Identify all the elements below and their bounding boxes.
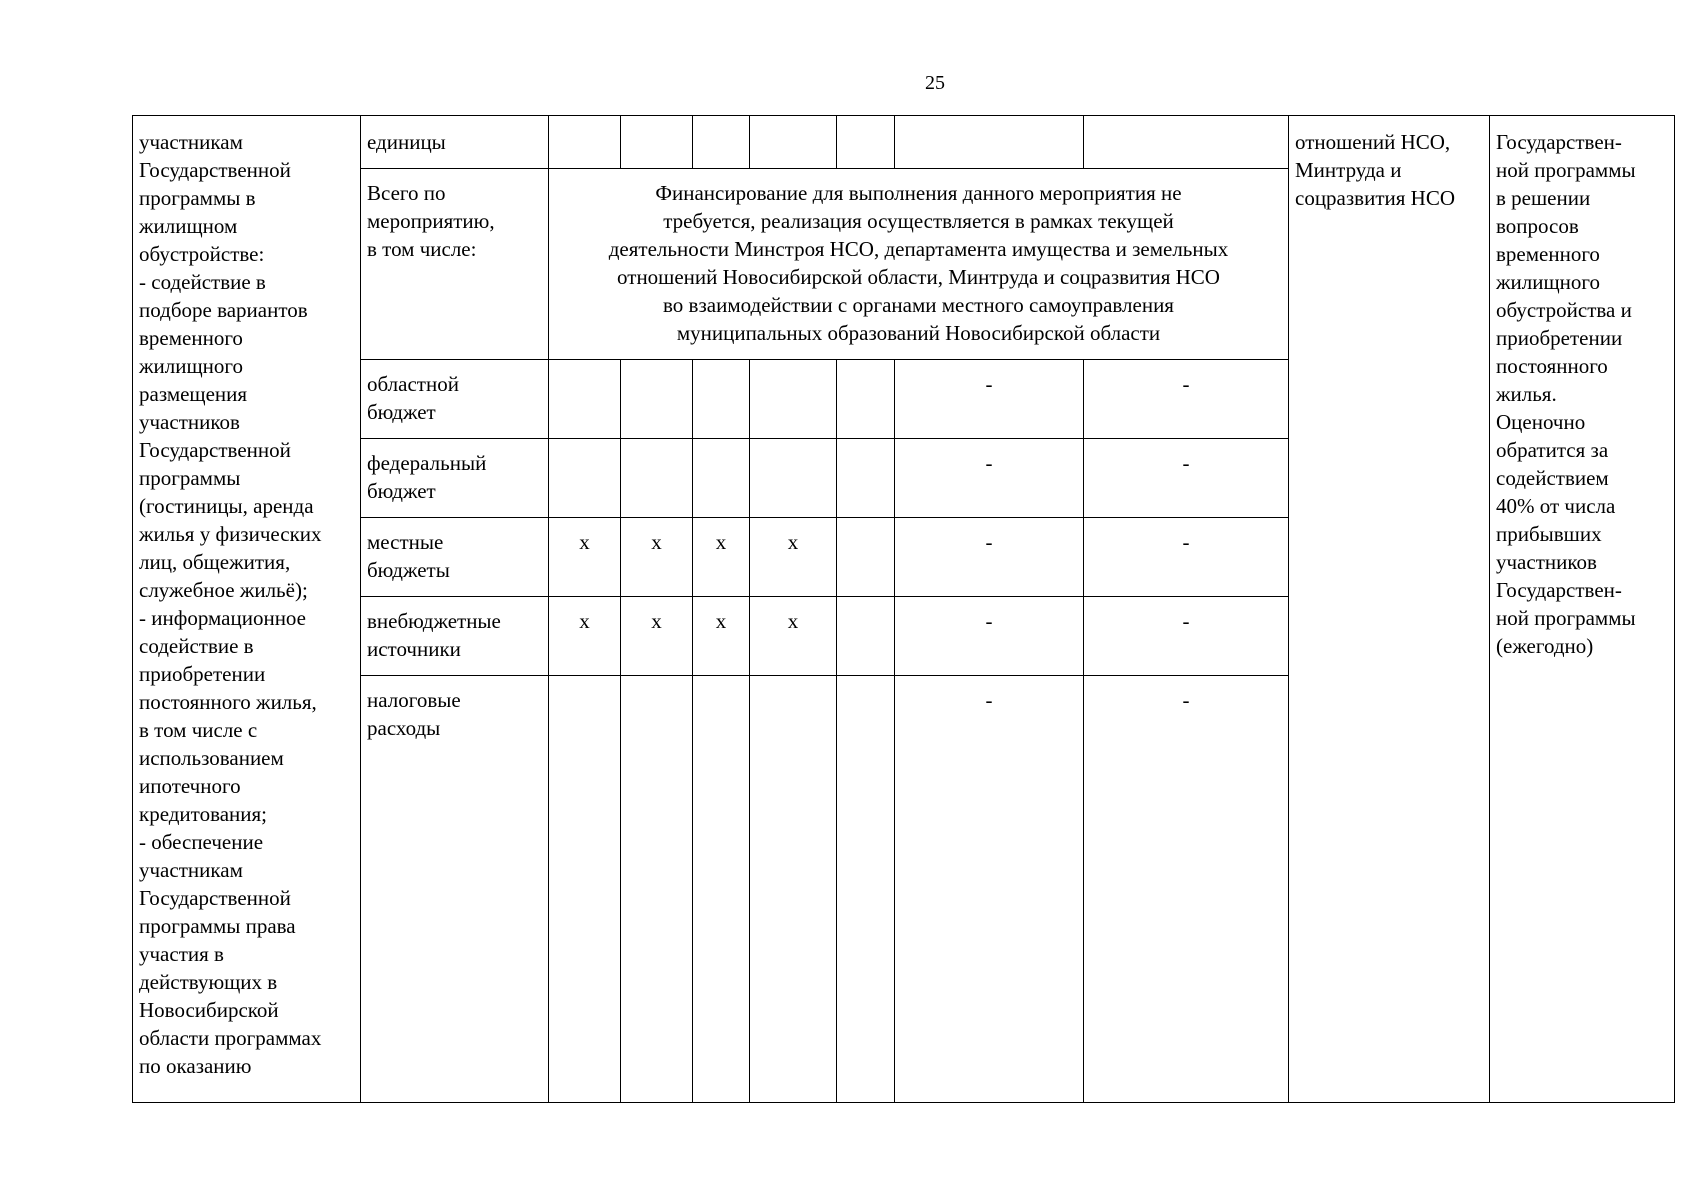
table-cell — [621, 676, 693, 1103]
table-cell: - — [1084, 439, 1289, 518]
table-cell — [621, 116, 693, 169]
table-cell: - — [895, 439, 1084, 518]
table-cell — [750, 676, 837, 1103]
source-label: местные бюджеты — [361, 518, 549, 597]
financing-note: Финансирование для выполнения данного мероприятия не требуется, реализация осуществляется в рамках текущей деятельности Минстроя НСО, департамента имущества и земельных отношений Новосибирской области, Минтруда и соцразвития НСО во взаимодействии с органами местного самоуправления муниципальных образований Новосибирской области — [549, 169, 1289, 360]
table-cell: - — [1084, 676, 1289, 1103]
table-cell — [837, 518, 895, 597]
table-cell — [750, 439, 837, 518]
table-cell — [693, 116, 750, 169]
table-row — [133, 116, 1675, 169]
measure-description: участникам Государственной программы в жилищном обустройстве: - содействие в подборе вариантов временного жилищного размещения участников Государственной программы (гостиницы, аренда жилья у физических лиц, общежития, служебное жильё); - информационное содействие в приобретении постоянного жилья, в том числе с использованием ипотечного кредитования; - обеспечение участникам Государственной программы права участия в действующих в Новосибирской области программах по оказанию — [133, 116, 361, 1103]
program-table — [132, 115, 1675, 1103]
table-cell: х — [549, 597, 621, 676]
table-cell — [693, 439, 750, 518]
source-label: областной бюджет — [361, 360, 549, 439]
table-cell: - — [895, 676, 1084, 1103]
table-cell: х — [693, 518, 750, 597]
result-cell: Государствен- ной программы в решении вопросов временного жилищного обустройства и приобретении постоянного жилья. Оценочно обратится за содействием 40% от числа прибывших участников Государствен- ной программы (ежегодно) — [1490, 116, 1675, 1103]
units-label: единицы — [361, 116, 549, 169]
table-cell — [837, 360, 895, 439]
table-cell — [621, 439, 693, 518]
table-cell: - — [1084, 597, 1289, 676]
table-cell: - — [895, 518, 1084, 597]
table-cell: - — [895, 597, 1084, 676]
table-cell — [837, 116, 895, 169]
table-cell — [750, 360, 837, 439]
table-cell — [621, 360, 693, 439]
table-cell — [549, 116, 621, 169]
table-cell: - — [1084, 518, 1289, 597]
table-cell — [549, 360, 621, 439]
table-cell: х — [621, 518, 693, 597]
table-cell — [750, 116, 837, 169]
table-cell — [1084, 116, 1289, 169]
table-cell: х — [750, 518, 837, 597]
total-label: Всего по мероприятию, в том числе: — [361, 169, 549, 360]
table-cell — [837, 676, 895, 1103]
table-cell: - — [1084, 360, 1289, 439]
table-cell — [549, 439, 621, 518]
table-cell — [693, 676, 750, 1103]
table-cell — [895, 116, 1084, 169]
table-cell: х — [750, 597, 837, 676]
table-cell: х — [549, 518, 621, 597]
table-cell — [837, 597, 895, 676]
table-cell — [693, 360, 750, 439]
page-number: 25 — [925, 72, 945, 94]
table-cell: - — [895, 360, 1084, 439]
executors-cell: отношений НСО, Минтруда и соцразвития НСО — [1289, 116, 1490, 1103]
table-cell — [837, 439, 895, 518]
source-label: налоговые расходы — [361, 676, 549, 1103]
table-cell: х — [693, 597, 750, 676]
source-label: федеральный бюджет — [361, 439, 549, 518]
table-cell — [549, 676, 621, 1103]
source-label: внебюджетные источники — [361, 597, 549, 676]
table-cell: х — [621, 597, 693, 676]
